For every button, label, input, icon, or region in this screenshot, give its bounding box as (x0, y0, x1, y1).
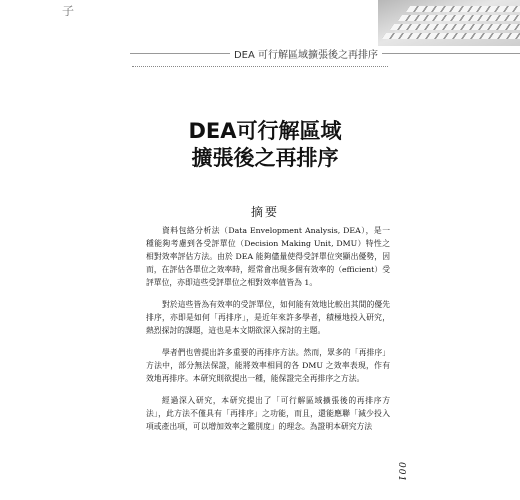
paragraph: 對於這些皆為有效率的受評單位，如何能有效地比較出其間的優先排序，亦即是如何「再排序」，是近年來許多學者，積極地投入研究，熱烈探討的課題，這也是本文期欲深入探討的主題。 (146, 300, 390, 335)
paragraph: 學者們也曾提出許多重要的再排序方法。然而，眾多的「再排序」方法中，部分無法保證，能將效率相同的各 DMU 之效率表現，作有效地再排序。本研究則欲提出一種，能保證完全再排序之方法。 (146, 348, 390, 383)
chapter-title-line-1: DEA可行解區域 (188, 119, 342, 143)
running-header (130, 46, 520, 62)
chapter-title-line-2: 擴張後之再排序 (191, 146, 339, 170)
abstract-body (146, 224, 390, 442)
paragraph: 經過深入研究，本研究提出了「可行解區域擴張後的再排序方法」，此方法不僅具有「再排序」之功能，而且，還能應聯「減少投入項或產出項，可以增加效率之鑑別度」的理念。為證明本研究方法 (146, 396, 390, 431)
chapter-title (120, 118, 410, 172)
page-number: 001 (396, 462, 406, 483)
running-header-title: DEA 可行解區域擴張後之再排序 (230, 46, 382, 61)
abstract-heading: 摘要 (250, 205, 279, 219)
paragraph: 資料包絡分析法（Data Envelopment Analysis, DEA），是一種能夠考慮到各受評單位（Decision Making Unit, DMU）特性之相對效率評估方法。由於 DEA 能夠儘量使得受評單位突顯出優勢，因而，在評估各單位之效率時，經常會出現多個有效率的（efficient）受評單位，亦即這些受評單位之相對效率值皆為 1。 (146, 226, 390, 287)
dotted-divider (132, 66, 388, 67)
corner-mark: 子 (62, 4, 75, 18)
keyboard-photo (378, 0, 520, 46)
